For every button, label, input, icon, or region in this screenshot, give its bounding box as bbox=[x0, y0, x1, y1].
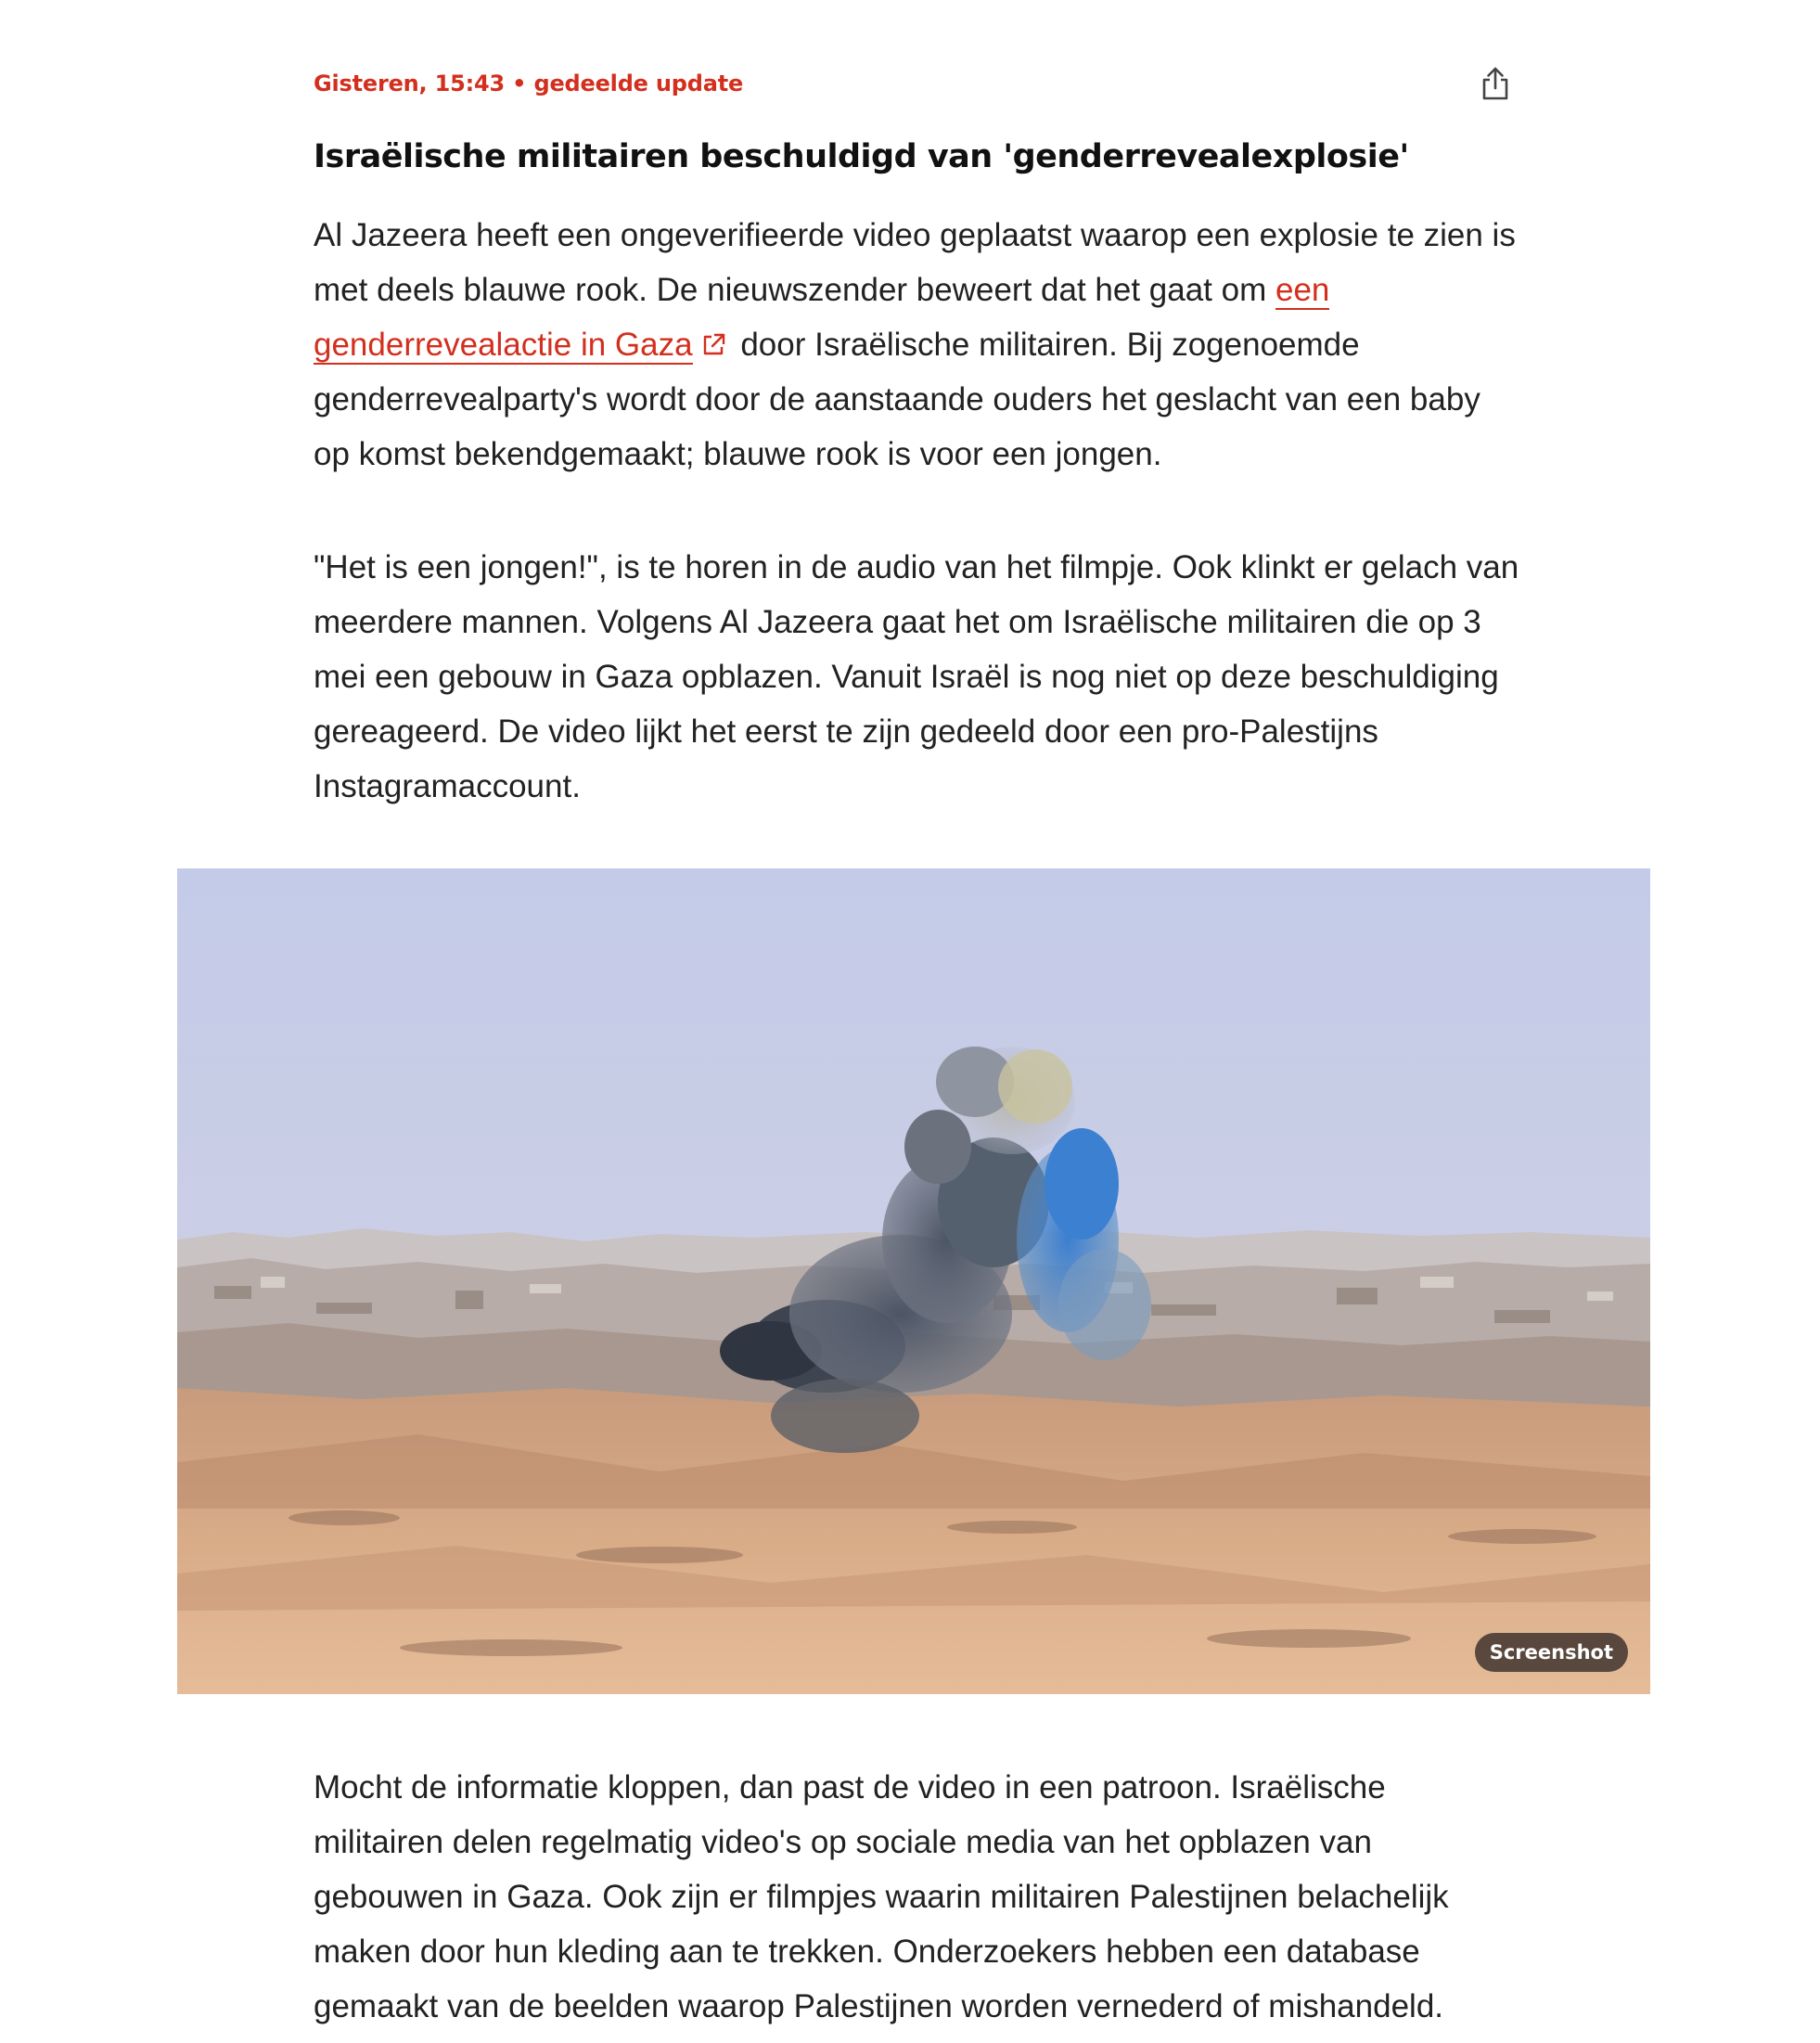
genderreveal-gaza-link[interactable]: een genderrevealactie in Gaza bbox=[314, 272, 1330, 363]
article-headline: Israëlische militairen beschuldigd van 'genderrevealexplosie' bbox=[314, 138, 1409, 175]
paragraph-1-text-after: door Israëlische militairen. Bij zogenoemde genderrevealparty's wordt door de aanstaande ouders het geslacht van een baby op komst bekendgemaakt; blauwe rook is voor een jongen. bbox=[314, 327, 1480, 472]
article-paragraph-2: "Het is een jongen!", is te horen in de audio van het filmpje. Ook klinkt er gelach van meerdere mannen. Volgens Al Jazeera gaat het om Israëlische militairen die op 3 mei een gebouw in Gaza opblazen. Vanuit Israël is nog niet op deze beschuldiging gereageerd. De video lijkt het eerst te zijn gedeeld door een pro-Palestijns Instagramaccount. bbox=[314, 549, 1519, 804]
timestamp-label: Gisteren, 15:43 • gedeelde update bbox=[314, 71, 744, 96]
article-paragraph-3: Mocht de informatie kloppen, dan past de video in een patroon. Israëlische militairen delen regelmatig video's op sociale media van het opblazen van gebouwen in Gaza. Ook zijn er filmpjes waarin militairen Palestijnen belachelijk maken door hun kleding aan te trekken. Onderzoekers hebben een database gemaakt van de beelden waarop Palestijnen worden vernederd of mishandeld. bbox=[314, 1769, 1449, 2024]
share-button[interactable] bbox=[1475, 63, 1516, 104]
article-paragraph-1 bbox=[314, 208, 1519, 482]
explosion-screenshot-image bbox=[177, 868, 1650, 1694]
share-icon bbox=[1480, 66, 1511, 101]
article-meta-row bbox=[314, 65, 1508, 102]
external-link-icon[interactable] bbox=[700, 332, 726, 358]
paragraph-1-text-before: Al Jazeera heeft een ongeverifieerde video geplaatst waarop een explosie te zien is met deels blauwe rook. De nieuwszender beweert dat het gaat om bbox=[314, 217, 1516, 308]
image-source-badge: Screenshot bbox=[1475, 1633, 1628, 1672]
